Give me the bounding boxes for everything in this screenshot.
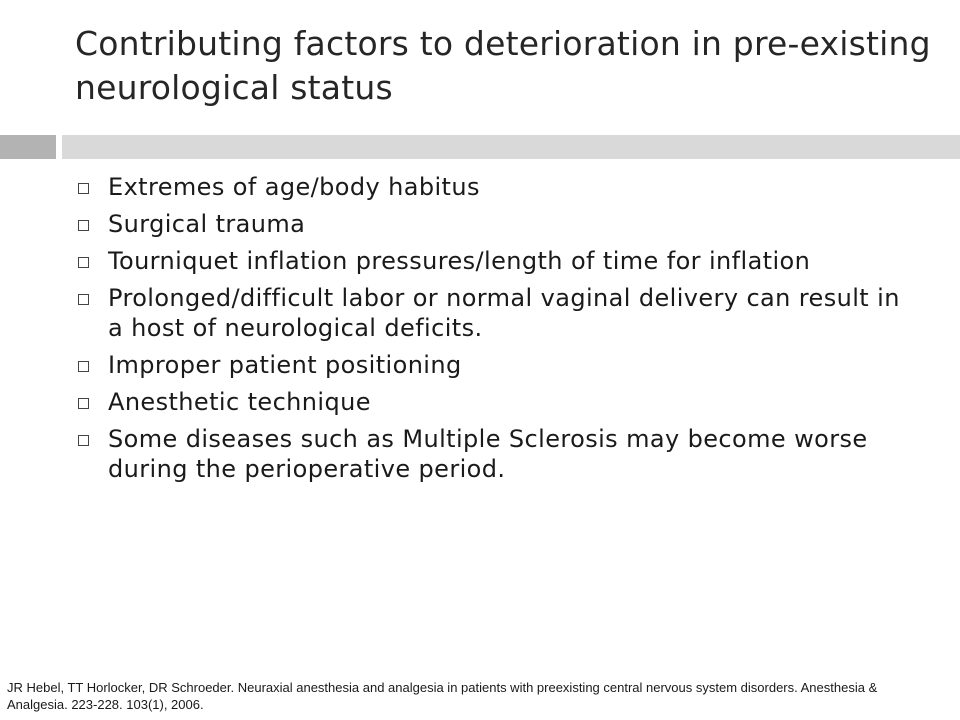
- slide-title: Contributing factors to deterioration in pre-existing neurological status: [75, 24, 931, 107]
- citation: JR Hebel, TT Horlocker, DR Schroeder. Neuraxial anesthesia and analgesia in patients with preexisting central nervous system disorders. Anesthesia & Analgesia. 223-228. 103(1), 2006.: [7, 680, 878, 712]
- bullet-text: Extremes of age/body habitus: [108, 173, 480, 201]
- hollow-square-icon: [78, 435, 89, 446]
- bullet-item: [78, 246, 908, 276]
- hollow-square-icon: [78, 183, 89, 194]
- bullet-item: [78, 172, 908, 202]
- hollow-square-icon: [78, 294, 89, 305]
- bullet-item: [78, 283, 908, 343]
- bullet-item: [78, 350, 908, 380]
- hollow-square-icon: [78, 220, 89, 231]
- bullet-text: Some diseases such as Multiple Sclerosis may become worse during the perioperative period.: [108, 425, 868, 483]
- title-rule-accent: [0, 135, 56, 159]
- hollow-square-icon: [78, 257, 89, 268]
- bullet-text: Prolonged/difficult labor or normal vaginal delivery can result in a host of neurological deficits.: [108, 284, 900, 342]
- title-rule-bar: [62, 135, 960, 159]
- bullet-list: [78, 172, 908, 491]
- bullet-text: Tourniquet inflation pressures/length of time for inflation: [108, 247, 811, 275]
- hollow-square-icon: [78, 361, 89, 372]
- hollow-square-icon: [78, 398, 89, 409]
- bullet-item: [78, 387, 908, 417]
- bullet-text: Surgical trauma: [108, 210, 306, 238]
- bullet-text: Improper patient positioning: [108, 351, 462, 379]
- bullet-item: [78, 209, 908, 239]
- bullet-item: [78, 424, 908, 484]
- bullet-text: Anesthetic technique: [108, 388, 371, 416]
